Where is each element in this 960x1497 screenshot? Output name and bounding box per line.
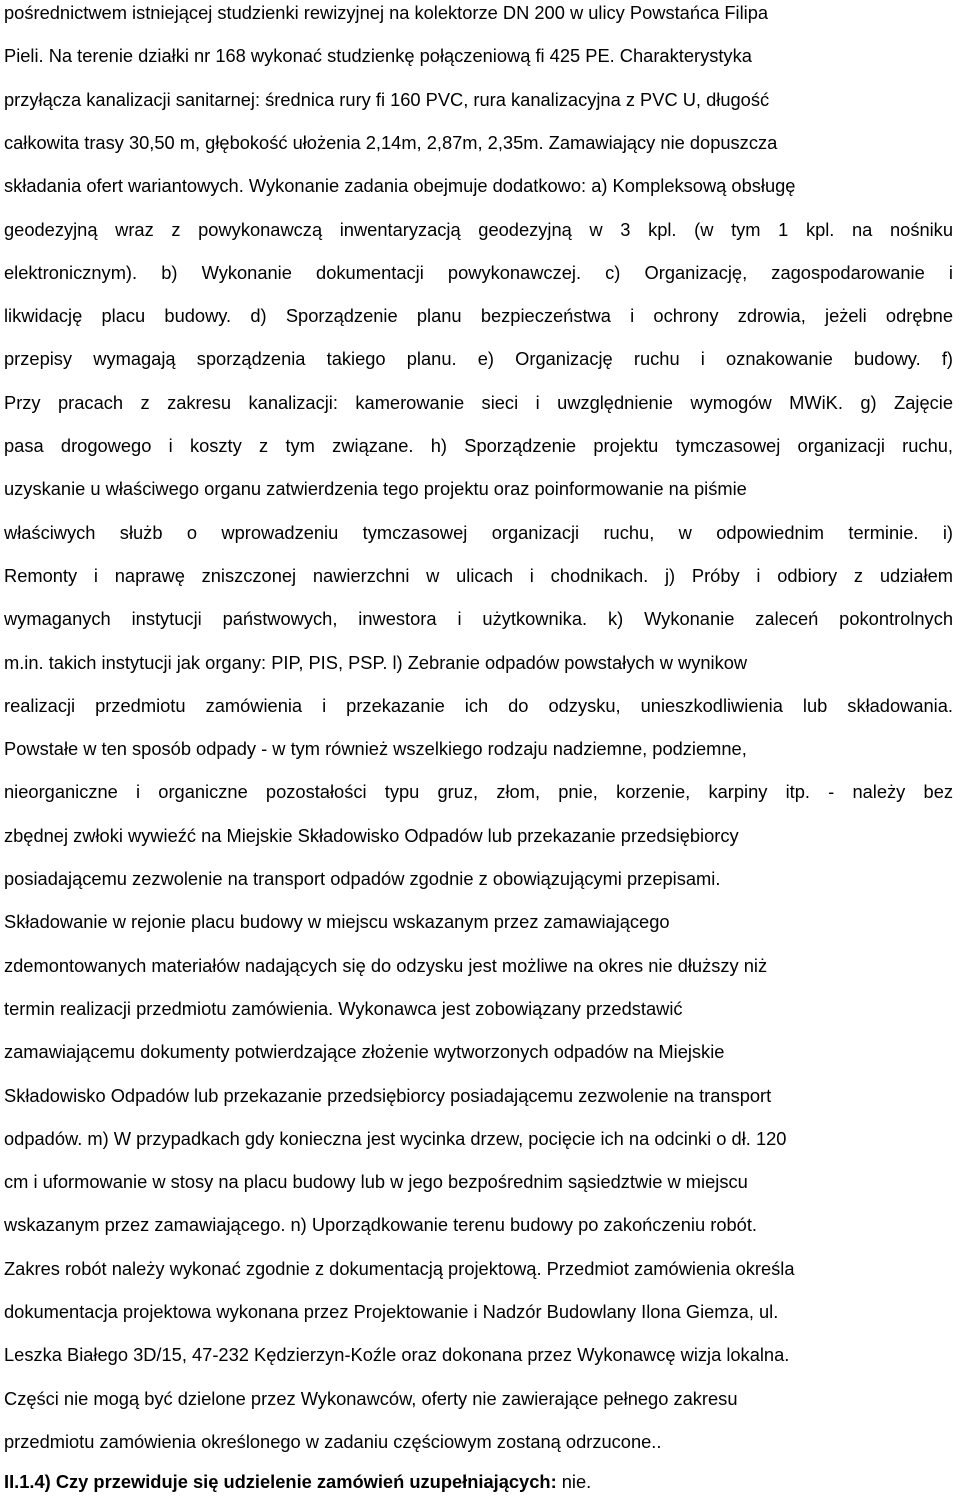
text-line: Przy pracach z zakresu kanalizacji: kamerowanie sieci i uwzględnienie wymogów MWiK. g) Zajęcie: [4, 392, 953, 413]
text-line: Powstałe w ten sposób odpady - w tym również wszelkiego rodzaju nadziemne, podziemne,: [4, 738, 747, 759]
section-answer: nie.: [556, 1471, 592, 1492]
text-line: Składowanie w rejonie placu budowy w miejscu wskazanym przez zamawiającego: [4, 911, 670, 932]
text-line: Leszka Białego 3D/15, 47-232 Kędzierzyn-Koźle oraz dokonana przez Wykonawcę wizja lokalna.: [4, 1344, 790, 1365]
text-line: zbędnej zwłoki wywieźć na Miejskie Składowisko Odpadów lub przekazanie przedsiębiorcy: [4, 825, 739, 846]
text-line: zdemontowanych materiałów nadających się do odzysku jest możliwe na okres nie dłuższy niż: [4, 955, 768, 976]
text-line: wymaganych instytucji państwowych, inwestora i użytkownika. k) Wykonanie zaleceń pokontrolnych: [4, 608, 953, 629]
text-line: nieorganiczne i organiczne pozostałości typu gruz, złom, pnie, korzenie, karpiny itp. - należy bez: [4, 781, 953, 802]
text-line: Pieli. Na terenie działki nr 168 wykonać studzienkę połączeniową fi 425 PE. Charakterystyka: [4, 45, 752, 66]
text-line: składania ofert wariantowych. Wykonanie zadania obejmuje dodatkowo: a) Kompleksową obsługę: [4, 175, 796, 196]
text-line: elektronicznym). b) Wykonanie dokumentacji powykonawczej. c) Organizację, zagospodarowanie i: [4, 262, 953, 283]
text-line: Zakres robót należy wykonać zgodnie z dokumentacją projektową. Przedmiot zamówienia określa: [4, 1258, 795, 1279]
text-line: wskazanym przez zamawiającego. n) Uporządkowanie terenu budowy po zakończeniu robót.: [4, 1214, 757, 1235]
text-line: Części nie mogą być dzielone przez Wykonawców, oferty nie zawierające pełnego zakresu: [4, 1388, 738, 1409]
text-line: właściwych służb o wprowadzeniu tymczasowej organizacji ruchu, w odpowiednim terminie. i): [4, 522, 953, 543]
text-line: przedmiotu zamówienia określonego w zadaniu częściowym zostaną odrzucone..: [4, 1431, 662, 1452]
text-line: przyłącza kanalizacji sanitarnej: średnica rury fi 160 PVC, rura kanalizacyjna z PVC U, długość: [4, 89, 770, 110]
text-line: przepisy wymagają sporządzenia takiego planu. e) Organizację ruchu i oznakowanie budowy. f): [4, 348, 953, 369]
section-heading: II.1.4) Czy przewiduje się udzielenie zamówień uzupełniających:: [4, 1471, 557, 1492]
text-line: uzyskanie u właściwego organu zatwierdzenia tego projektu oraz poinformowanie na piśmie: [4, 478, 747, 499]
text-line: geodezyjną wraz z powykonawczą inwentaryzacją geodezyjną w 3 kpl. (w tym 1 kpl. na nośniku: [4, 219, 953, 240]
text-line: Składowisko Odpadów lub przekazanie przedsiębiorcy posiadającemu zezwolenie na transport: [4, 1085, 772, 1106]
text-line: Remonty i naprawę zniszczonej nawierzchni w ulicach i chodnikach. j) Próby i odbiory z udziałem: [4, 565, 953, 586]
text-line: pośrednictwem istniejącej studzienki rewizyjnej na kolektorze DN 200 w ulicy Powstańca Filipa: [4, 2, 769, 23]
text-line: termin realizacji przedmiotu zamówienia. Wykonawca jest zobowiązany przedstawić: [4, 998, 683, 1019]
text-line: realizacji przedmiotu zamówienia i przekazanie ich do odzysku, unieszkodliwienia lub składowania.: [4, 695, 953, 716]
section-heading-line: [4, 1467, 591, 1497]
text-line: dokumentacja projektowa wykonana przez Projektowanie i Nadzór Budowlany Ilona Giemza, ul.: [4, 1301, 779, 1322]
text-line: m.in. takich instytucji jak organy: PIP, PIS, PSP. l) Zebranie odpadów powstałych w wynikow: [4, 652, 748, 673]
text-line: posiadającemu zezwolenie na transport odpadów zgodnie z obowiązującymi przepisami.: [4, 868, 721, 889]
text-line: zamawiającemu dokumenty potwierdzające złożenie wytworzonych odpadów na Miejskie: [4, 1041, 725, 1062]
text-line: pasa drogowego i koszty z tym związane. h) Sporządzenie projektu tymczasowej organizacji ruchu,: [4, 435, 953, 456]
text-line: cm i uformowanie w stosy na placu budowy lub w jego bezpośrednim sąsiedztwie w miejscu: [4, 1171, 748, 1192]
text-line: odpadów. m) W przypadkach gdy konieczna jest wycinka drzew, pocięcie ich na odcinki o dł. 120: [4, 1128, 787, 1149]
text-line: całkowita trasy 30,50 m, głębokość ułożenia 2,14m, 2,87m, 2,35m. Zamawiający nie dopuszcza: [4, 132, 778, 153]
text-line: likwidację placu budowy. d) Sporządzenie planu bezpieczeństwa i ochrony zdrowia, jeżeli odrębne: [4, 305, 953, 326]
